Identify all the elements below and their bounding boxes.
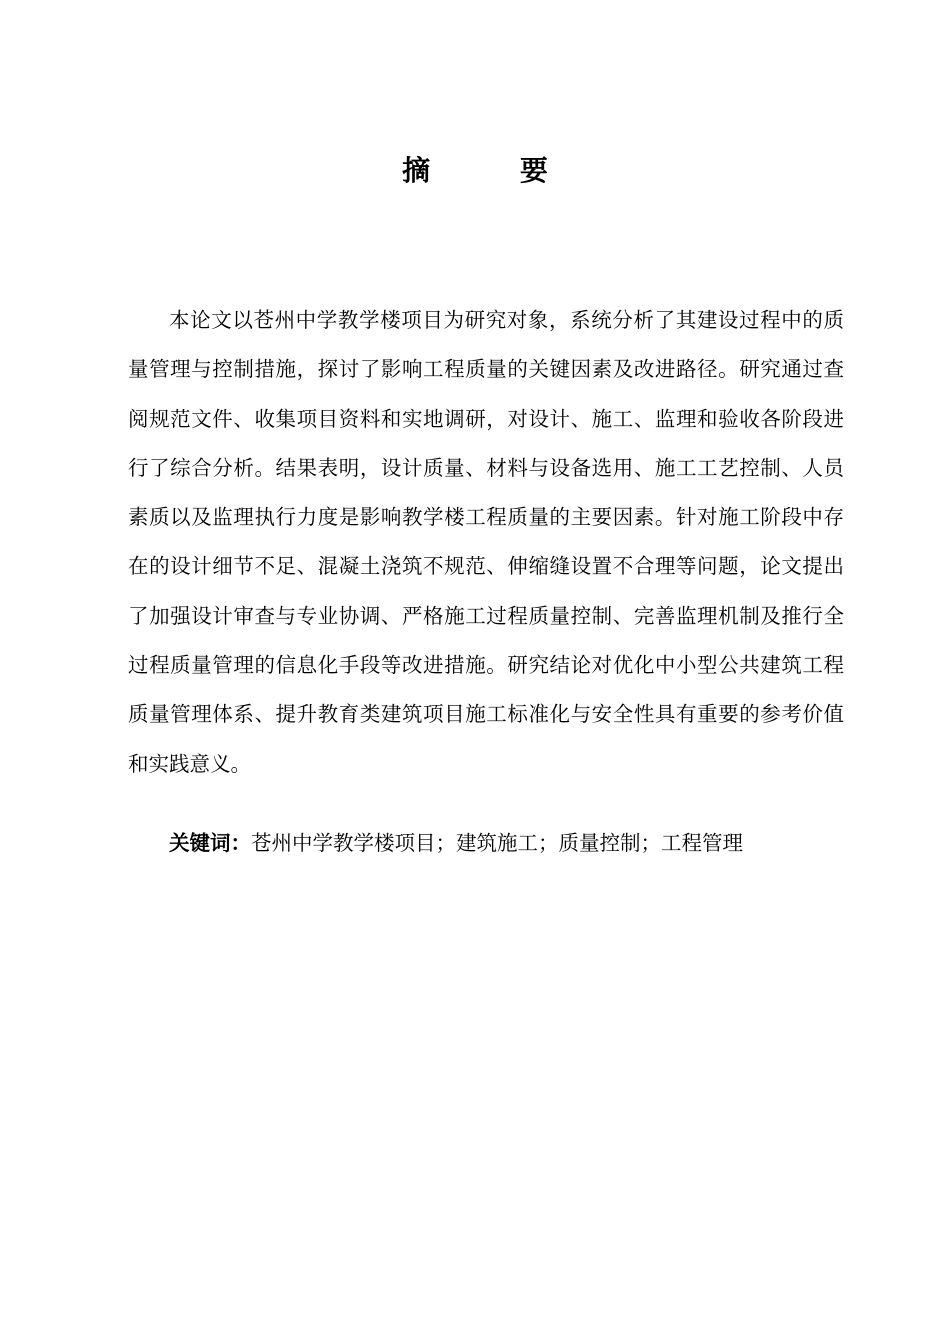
abstract-body: 本论文以苍州中学教学楼项目为研究对象，系统分析了其建设过程中的质量管理与控制措施，探讨了影响工程质量的关键因素及改进路径。研究通过查阅规范文件、收集项目资料和实地调研，对设计、施工、监理和验收各阶段进行了综合分析。结果表明，设计质量、材料与设备选用、施工工艺控制、人员素质以及监理执行力度是影响教学楼工程质量的主要因素。针对施工阶段中存在的设计细节不足、混凝土浇筑不规范、伸缩缝设置不合理等问题，论文提出了加强设计审查与专业协调、严格施工过程质量控制、完善监理机制及推行全过程质量管理的信息化手段等改进措施。研究结论对优化中小型公共建筑工程质量管理体系、提升教育类建筑项目施工标准化与安全性具有重要的参考价值和实践意义。 xyxy=(128,308,844,776)
keywords-line xyxy=(128,823,844,863)
page-title: 摘 要 xyxy=(402,154,588,187)
keywords-value: 苍州中学教学楼项目；建筑施工；质量控制；工程管理 xyxy=(251,831,743,855)
keywords-label: 关键词： xyxy=(169,831,251,855)
